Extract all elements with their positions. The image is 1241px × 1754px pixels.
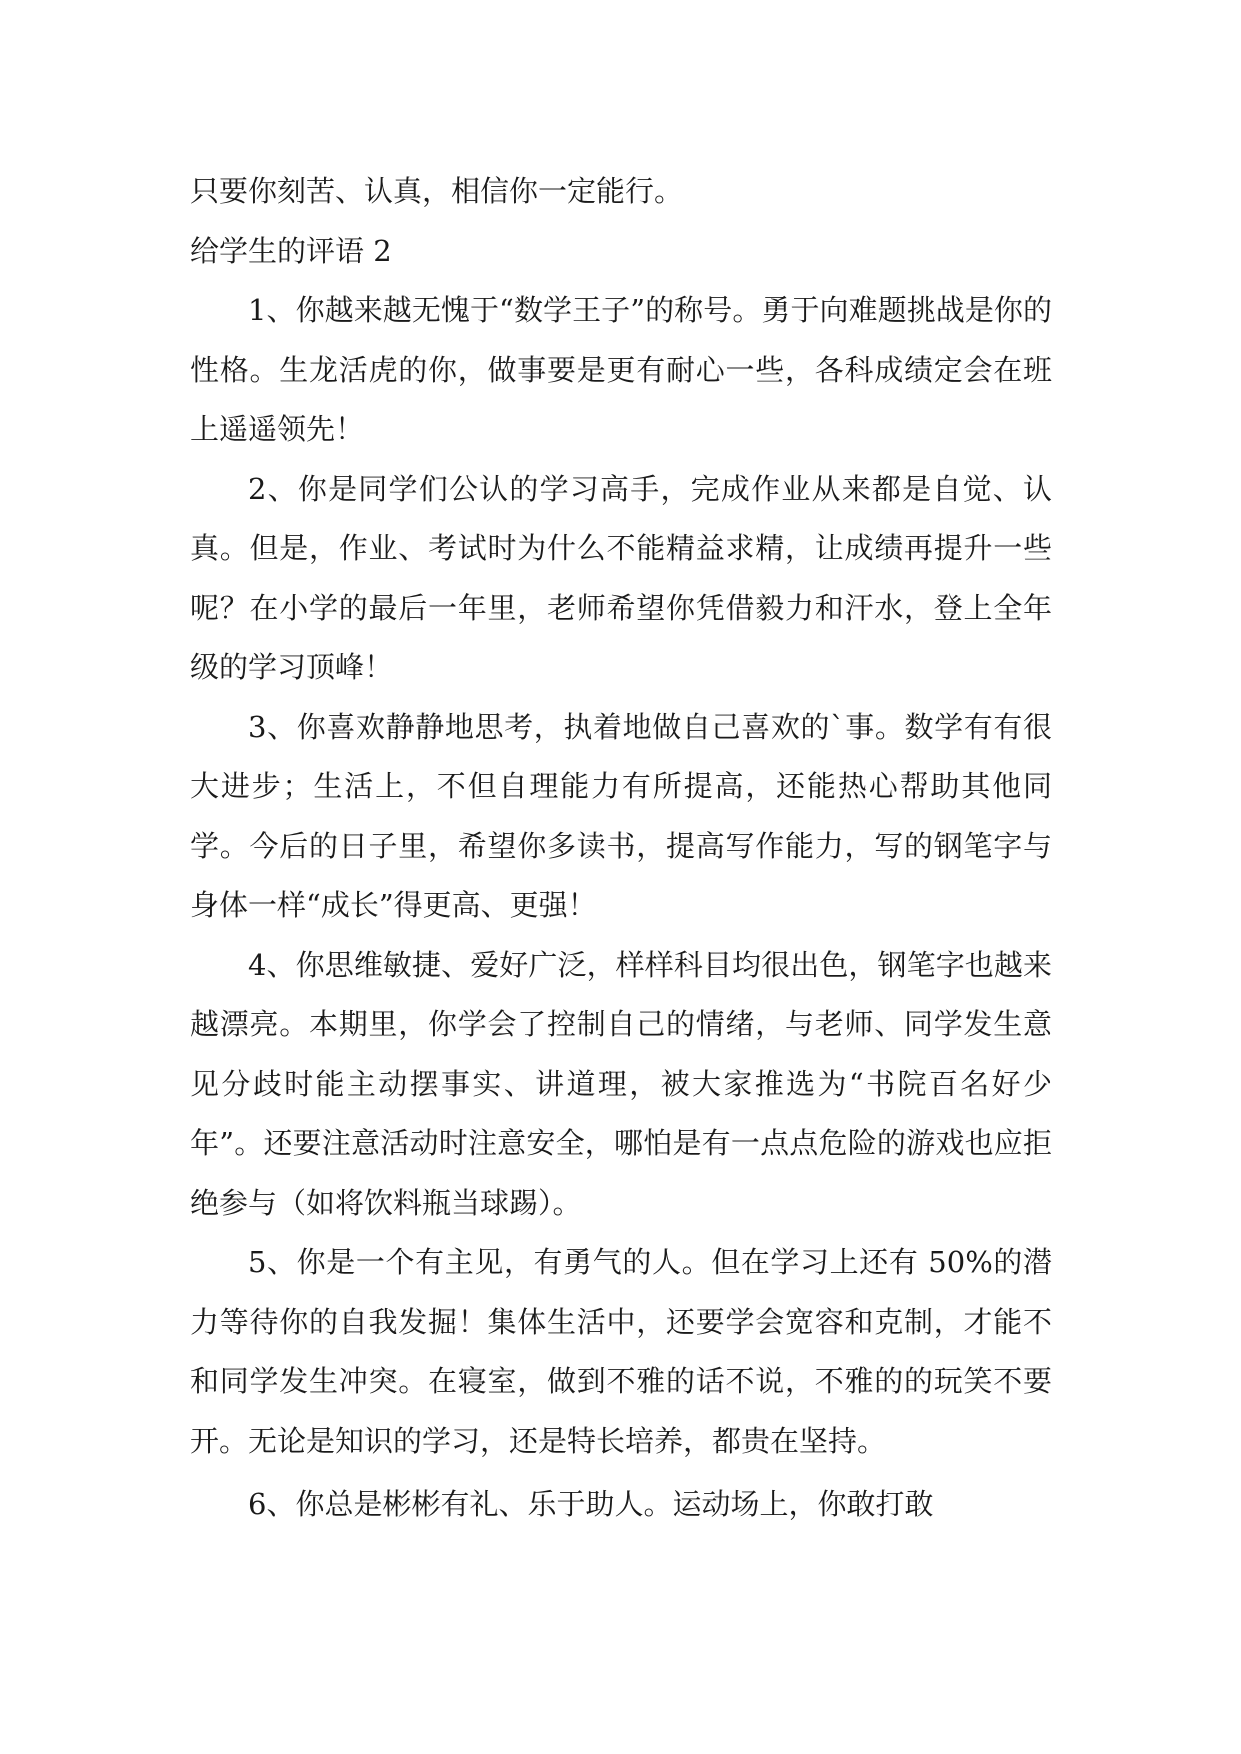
section-heading: 给学生的评语 2 — [190, 233, 392, 268]
comment-paragraph-3: 3、你喜欢静静地思考，执着地做自己喜欢的`事。数学有有很大进步；生活上，不但自理能力有所提高，还能热心帮助其他同学。今后的日子里，希望你多读书，提高写作能力，写的钢笔字与身体一样“成长”得更高、更强！ — [190, 709, 1052, 922]
comment-paragraph-6: 6、你总是彬彬有礼、乐于助人。运动场上，你敢打敢 — [248, 1487, 934, 1521]
comment-paragraph-5: 5、你是一个有主见，有勇气的人。但在学习上还有 50%的潜力等待你的自我发掘！集体生活中，还要学会宽容和克制，才能不和同学发生冲突。在寝室，做到不雅的话不说，不雅的的玩笑不要开。无论是知识的学习，还是特长培养，都贵在坚持。 — [190, 1245, 1052, 1458]
comment-paragraph-2: 2、你是同学们公认的学习高手，完成作业从来都是自觉、认真。但是，作业、考试时为什么不能精益求精，让成绩再提升一些呢？在小学的最后一年里，老师希望你凭借毅力和汗水，登上全年级的学习顶峰！ — [190, 471, 1052, 684]
comment-paragraph-1: 1、你越来越无愧于“数学王子”的称号。勇于向难题挑战是你的性格。生龙活虎的你，做事要是更有耐心一些，各科成绩定会在班上遥遥领先！ — [190, 293, 1052, 446]
intro-line: 只要你刻苦、认真，相信你一定能行。 — [190, 174, 684, 208]
document-body — [190, 162, 1052, 1535]
comment-paragraph-4: 4、你思维敏捷、爱好广泛，样样科目均很出色，钢笔字也越来越漂亮。本期里，你学会了控制自己的情绪，与老师、同学发生意见分歧时能主动摆事实、讲道理，被大家推选为“书院百名好少年”。还要注意活动时注意安全，哪怕是有一点点危险的游戏也应拒绝参与（如将饮料瓶当球踢）。 — [190, 947, 1052, 1220]
